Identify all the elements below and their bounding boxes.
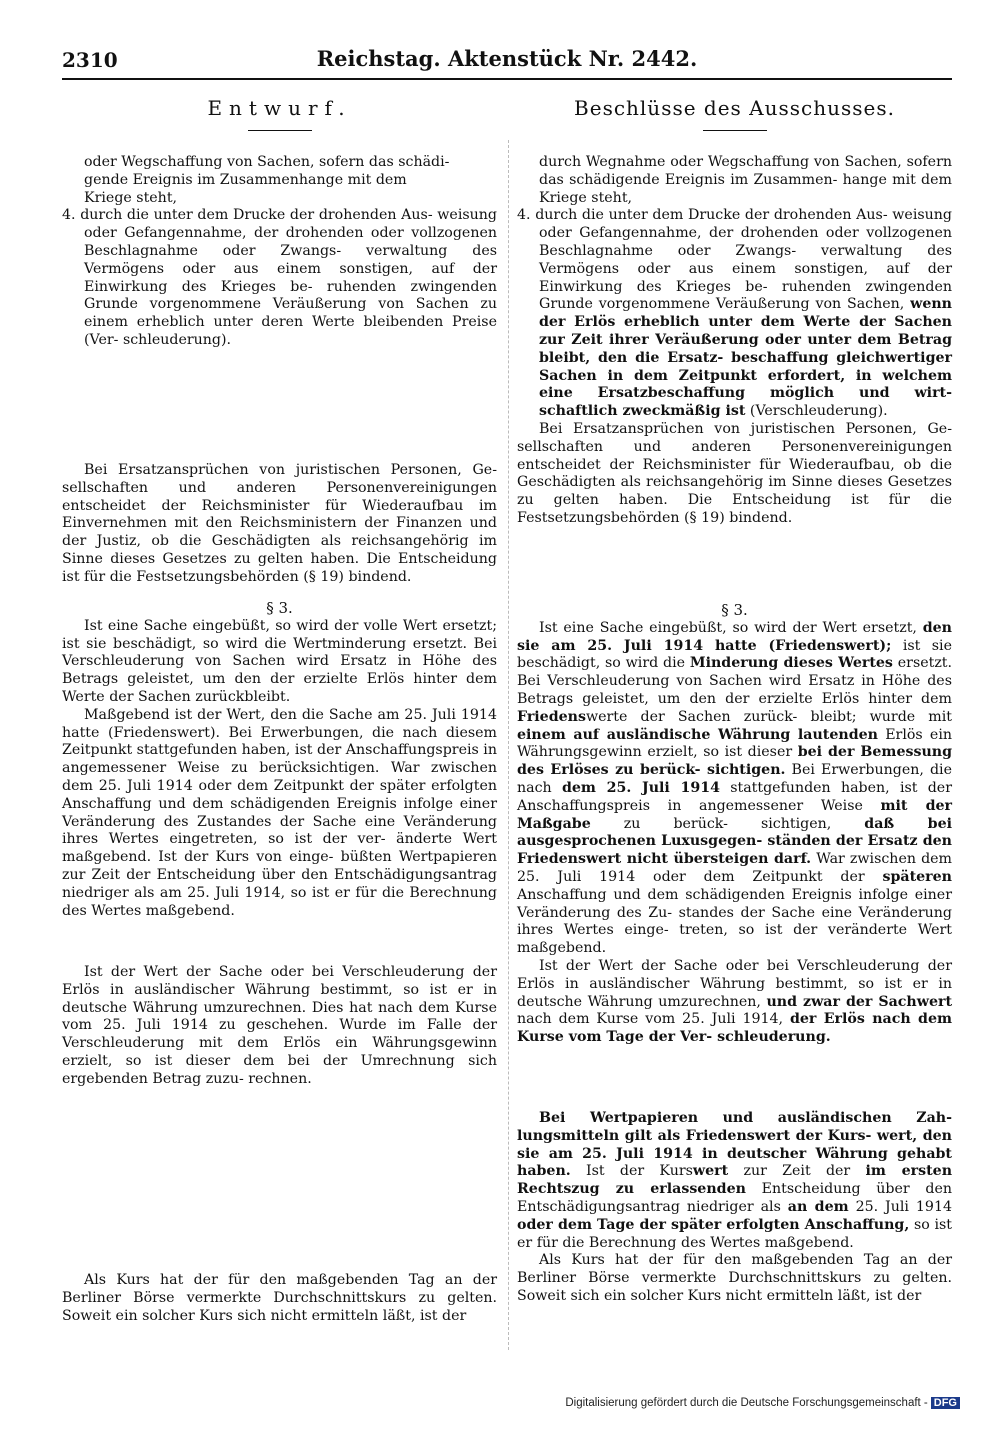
left-column-title: Entwurf. <box>207 96 352 120</box>
right-column-beschluesse <box>517 92 952 1337</box>
right-p3-h: 25. Juli 1914 <box>855 1198 952 1215</box>
right-p1-e: ersetzt. Bei Verschleuderung von Sachen wird Ersatz in Höhe des Betrags geleistet, um den der erzielte Erlös hinter dem <box>517 655 953 707</box>
right-p3-b: Ist der Kurs <box>586 1163 693 1180</box>
right-p3 <box>517 1110 952 1252</box>
right-b1-item-c: (Verschleuderung). <box>749 403 888 420</box>
right-p1-q: War zwischen dem 25. Juli 1914 oder dem Zeitpunkt der <box>517 851 953 885</box>
footer-text: Digitalisierung gefördert durch die Deutsche Forschungsgemeinschaft - <box>565 1397 928 1409</box>
right-p4: Als Kurs hat der für den maßgebenden Tag an der Berliner Börse vermerkte Durchschnittskurs zu gelten. Soweit sich ein solcher Kurs nicht ermitteln läßt, ist der <box>517 1252 952 1304</box>
left-b4-text: Ist der Wert der Sache oder bei Verschleuderung der Erlös in ausländischer Währung bestimmt, so ist er in deutsche Währung umzurechnen. Dies hat nach dem Kurse vom 25. Juli 1914 zu geschehen. Wurde im Falle der Verschleuderung mit dem Erlös ein Währungsgewinn erzielt, so ist dieser dem bei der Umrechnung sich ergebenden Betrag zuzu- rechnen. <box>62 964 497 1087</box>
right-p1-m: stattgefunden haben, ist der Anschaffungspreis in angemessener Weise <box>517 779 952 814</box>
right-p1-n: mit der Maßgabe <box>517 797 952 832</box>
right-b1-item-4 <box>517 207 952 421</box>
left-b1-line1: oder Wegschaffung von Sachen, sofern das schädi- <box>84 154 450 170</box>
right-p3-c: wert <box>692 1163 729 1180</box>
left-block-1 <box>62 154 497 350</box>
left-section-3: § 3. <box>266 599 293 617</box>
right-p1-g: werte der Sachen zurück- bleibt; wurde mit <box>585 708 952 725</box>
right-p2-a: Ist der Wert der Sache oder bei Verschleuderung der Erlös in ausländischer Währung bestimmt, so ist er in deutsche Währung umzurechnen, <box>517 957 952 1010</box>
left-block-2 <box>62 462 497 587</box>
right-p1-r: späteren <box>882 868 952 885</box>
column-divider <box>508 140 509 1350</box>
right-title-rule <box>703 130 767 131</box>
right-p2 <box>517 958 952 1047</box>
right-b2-text: Bei Ersatzansprüchen von juristischen Personen, Ge- sellschaften und anderen Personenvereinigungen entscheidet der Reichsminister für Wiederaufbau, ob die Geschädigten als reichsangehörig im Sinne dieses Gesetzes zu gelten haben. Die Entscheidung ist für die Festsetzungsbehörden (§ 19) bindend. <box>517 420 952 526</box>
right-p1-f: Friedens <box>517 708 586 725</box>
left-title-rule <box>248 130 312 131</box>
header-rule <box>62 78 952 80</box>
left-block-3 <box>62 600 497 920</box>
dfg-logo: DFG <box>931 1397 960 1409</box>
left-b3-p2: Maßgebend ist der Wert, den die Sache am 25. Juli 1914 hatte (Friedenswert). Bei Erwerbungen, die nach diesem Zeitpunkt stattgefunden haben, ist der Anschaffungspreis in angemessener Weise zu berücksichtigen. War zwischen dem 25. Juli 1914 oder dem Zeitpunkt der später erfolgten Anschaffung und dem schädigenden Ereignis infolge einer Veränderung des Zustandes der Sache eine Veränderung ihres Wertes eingetreten, so ist der ver- änderte Wert maßgebend. Ist der Kurs von einge- büßten Wertpapieren zur Zeit der Entscheidung über den Entschädigungsantrag niedriger als am 25. Juli 1914, so ist er für die Berechnung des Wertes maßgebend. <box>62 706 497 919</box>
right-p1-j: bei der Bemessung des Erlöses zu berück- sichtigen. <box>517 744 952 779</box>
right-column-title: Beschlüsse des Ausschusses. <box>574 96 895 120</box>
right-p1-i: Erlös ein Währungsgewinn erzielt, so ist dieser <box>517 726 952 761</box>
right-block-4 <box>517 1110 952 1306</box>
page-header <box>62 40 952 80</box>
right-b1-item-a: 4. durch die unter dem Drucke der drohenden Aus- weisung oder Gefangennahme, der drohenden oder vollzogenen Beschlagnahme oder Zwangs- verwaltung des Vermögens oder aus einem sonstigen, auf der Einwirkung des Krieges be- ruhenden zwingenden Grunde vorgenommene Veräußerung von Sachen, <box>517 207 952 313</box>
right-p3-a: Bei Wertpapieren und ausländischen Zah- lungsmitteln gilt als Friedenswert der Kurs- wert, den sie am 25. Juli 1914 in deutscher Währung gehabt haben. <box>517 1110 952 1180</box>
left-block-5 <box>62 1272 497 1325</box>
left-b1-line2: gende Ereignis im Zusammenhange mit dem <box>84 171 407 188</box>
right-p2-b: und zwar der Sachwert <box>766 993 953 1010</box>
right-p1-h: einem auf ausländische Währung lautenden <box>517 726 878 743</box>
right-p1-p: daß bei ausgesprochenen Luxusgegen- ständen der Ersatz den Friedenswert nicht übersteigen darf. <box>517 815 952 868</box>
left-b2-text: Bei Ersatzansprüchen von juristischen Personen, Ge- sellschaften und anderen Personenvereinigungen entscheidet der Reichsminister für Wiederaufbau im Einvernehmen mit den Reichsministern der Finanzen und der Justiz, ob die Geschädigten als reichsangehörig im Sinne dieses Gesetzes zu gelten haben. Die Entscheidung ist für die Festsetzungsbehörden (§ 19) bindend. <box>62 462 497 585</box>
right-p3-j: so ist er für die Berechnung des Wertes maßgebend. <box>517 1216 952 1251</box>
right-p3-e: im ersten Rechtszug zu erlassenden <box>517 1163 953 1198</box>
right-p3-i: oder dem Tage der später erfolgten Anschaffung, <box>517 1216 910 1233</box>
left-b1-line3: Kriege steht, <box>84 189 178 206</box>
right-p1-a: Ist eine Sache eingebüßt, so wird der Wert ersetzt, <box>539 619 917 636</box>
right-p3-f: Entscheidung über den Entschädigungsantrag niedriger als <box>517 1181 953 1215</box>
right-p1-s: Anschaffung und dem schädigenden Ereignis infolge einer Veränderung des Zu- standes der Sache eine Veränderung ihres Wertes einge- treten, so ist der veränderte Wert maßgebend. <box>517 886 952 957</box>
right-p3-d: zur Zeit der <box>743 1163 851 1180</box>
left-column-entwurf <box>62 92 497 1337</box>
right-p1-d: Minderung dieses Wertes <box>689 655 893 672</box>
left-b3-p1: Ist eine Sache eingebüßt, so wird der volle Wert ersetzt; ist sie beschädigt, so wird die Wertminderung ersetzt. Bei Verschleuderung von Sachen wird Ersatz in Höhe des Betrags geleistet, um den der erzielte Erlös hinter dem Werte der Sachen zurückbleibt. <box>62 617 497 705</box>
right-p2-d: der Erlös nach dem Kurse vom Tage der Ver- schleuderung. <box>517 1011 952 1046</box>
right-p1-o: zu berück- sichtigen, <box>623 815 832 832</box>
left-b1-item-4: 4. durch die unter dem Drucke der drohenden Aus- weisung oder Gefangennahme, der drohenden oder vollzogenen Beschlagnahme oder Zwangs- verwaltung des Vermögens oder aus einem sonstigen, auf der Einwirkung des Krieges be- ruhenden zwingenden Grunde vorgenommene Veräußerung von Sachen zu einem erheblich unter deren Werte bleibenden Preise (Ver- schleuderung). <box>62 207 497 348</box>
running-title: Reichstag. Aktenstück Nr. 2442. <box>316 46 698 71</box>
right-b1-hang: durch Wegnahme oder Wegschaffung von Sachen, sofern das schädigende Ereignis im Zusammen- hange mit dem Kriege steht, <box>539 154 952 206</box>
right-b1-item-b: wenn der Erlös erheblich unter dem Werte der Sachen zur Zeit ihrer Veräußerung oder unter dem Betrag bleibt, den die Ersatz- beschaffung gleichwertiger Sachen in dem Zeitpunkt erfordert, in welchem eine Ersatzbeschaffung möglich und wirt- schaftlich zweckmäßig ist <box>539 296 952 420</box>
right-p1-b: den sie am 25. Juli 1914 hatte (Friedenswert); <box>517 619 952 654</box>
right-block-3 <box>517 602 952 1047</box>
left-block-4 <box>62 964 497 1089</box>
right-section-3: § 3. <box>721 601 748 619</box>
right-p1-c: ist sie beschädigt, so wird die <box>517 637 952 672</box>
left-b5-text: Als Kurs hat der für den maßgebenden Tag an der Berliner Börse vermerkte Durchschnittskurs zu gelten. Soweit ein solcher Kurs sich nicht ermitteln läßt, ist der <box>62 1272 497 1324</box>
right-p1-l: dem 25. Juli 1914 <box>561 779 720 796</box>
right-block-1 <box>517 154 952 528</box>
page-number: 2310 <box>62 48 118 72</box>
right-p2-c: nach dem Kurse vom 25. Juli 1914, <box>517 1011 784 1028</box>
right-p1 <box>517 620 952 958</box>
right-p3-g: an dem <box>787 1198 849 1215</box>
right-p1-k: Bei Erwerbungen, die nach <box>517 762 952 796</box>
footer-credit <box>565 1397 960 1409</box>
